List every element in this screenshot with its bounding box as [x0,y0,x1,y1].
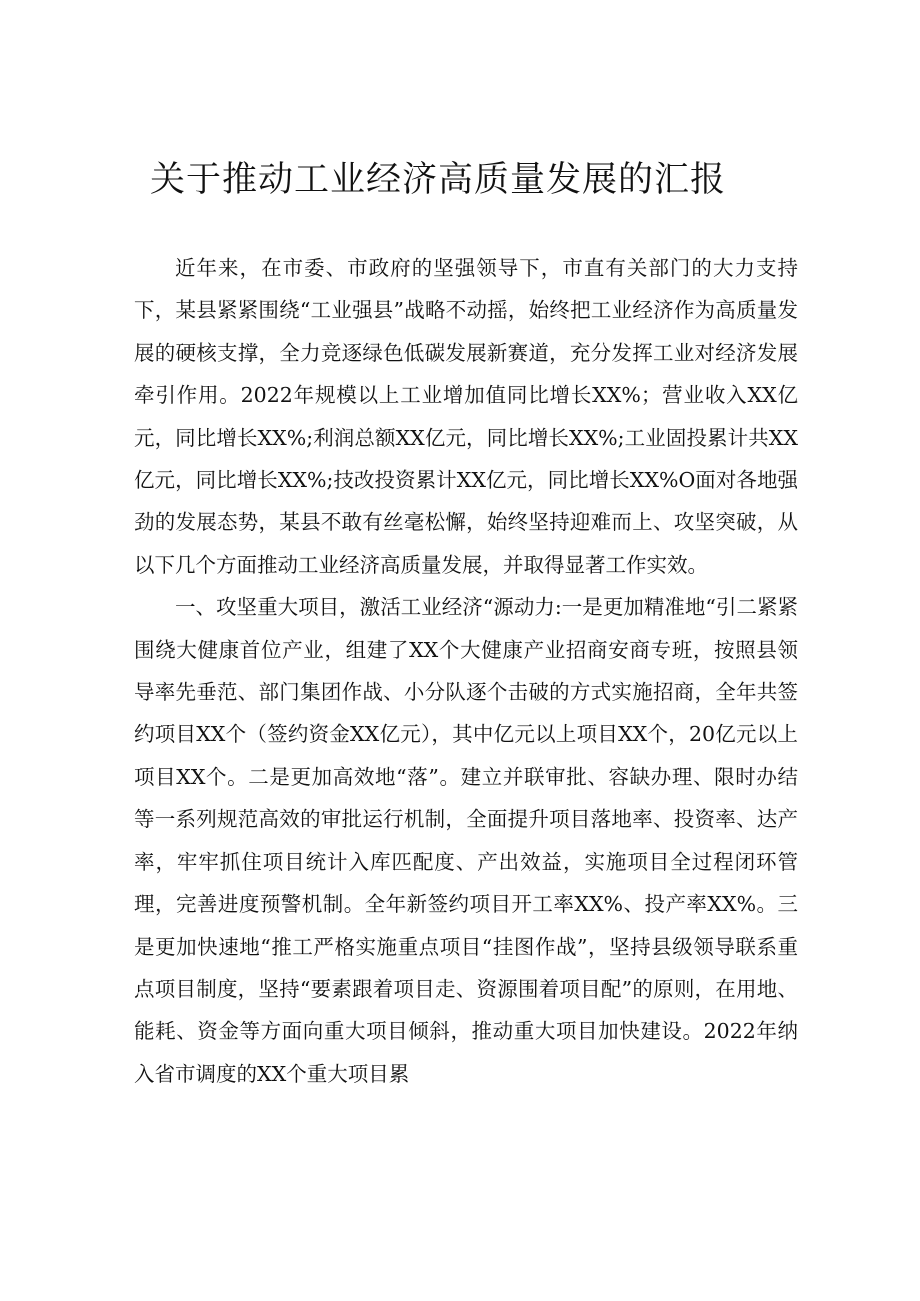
paragraph-intro: 近年来，在市委、市政府的坚强领导下，市直有关部门的大力支持下，某县紧紧围绕“工业强县”战略不动摇，始终把工业经济作为高质量发展的硬核支撑，全力竞逐绿色低碳发展新赛道，充分发挥工业对经济发展牵引作用。2022年规模以上工业增加值同比增长XX%；营业收入XX亿元，同比增长XX%;利润总额XX亿元，同比增长XX%;工业固投累计共XX亿元，同比增长XX%;技改投资累计XX亿元，同比增长XX%O面对各地强劲的发展态势，某县不敢有丝毫松懈，始终坚持迎难而上、攻坚突破，从以下几个方面推动工业经济高质量发展，并取得显著工作实效。 [134,256,798,577]
paragraph-major-projects: 一、攻坚重大项目，激活工业经济“源动力:一是更加精准地“引二紧紧围绕大健康首位产业，组建了XX个大健康产业招商安商专班，按照县领导率先垂范、部门集团作战、小分队逐个击破的方式实施招商，全年共签约项目XX个（签约资金XX亿元），其中亿元以上项目XX个，20亿元以上项目XX个。二是更加高效地“落”。建立并联审批、容缺办理、限时办结等一系列规范高效的审批运行机制，全面提升项目落地率、投资率、达产率，牢牢抓住项目统计入库匹配度、产出效益，实施项目全过程闭环管理，完善进度预警机制。全年新签约项目开工率XX%、投产率XX%。三是更加快速地“推工严格实施重点项目“挂图作战”，坚持县级领导联系重点项目制度，坚持“要素跟着项目走、资源围着项目配”的原则，在用地、能耗、资金等方面向重大项目倾斜，推动重大项目加快建设。2022年纳入省市调度的XX个重大项目累 [134,595,798,1086]
document-body [134,247,798,1095]
document-title: 关于推动工业经济高质量发展的汇报 [150,160,727,200]
